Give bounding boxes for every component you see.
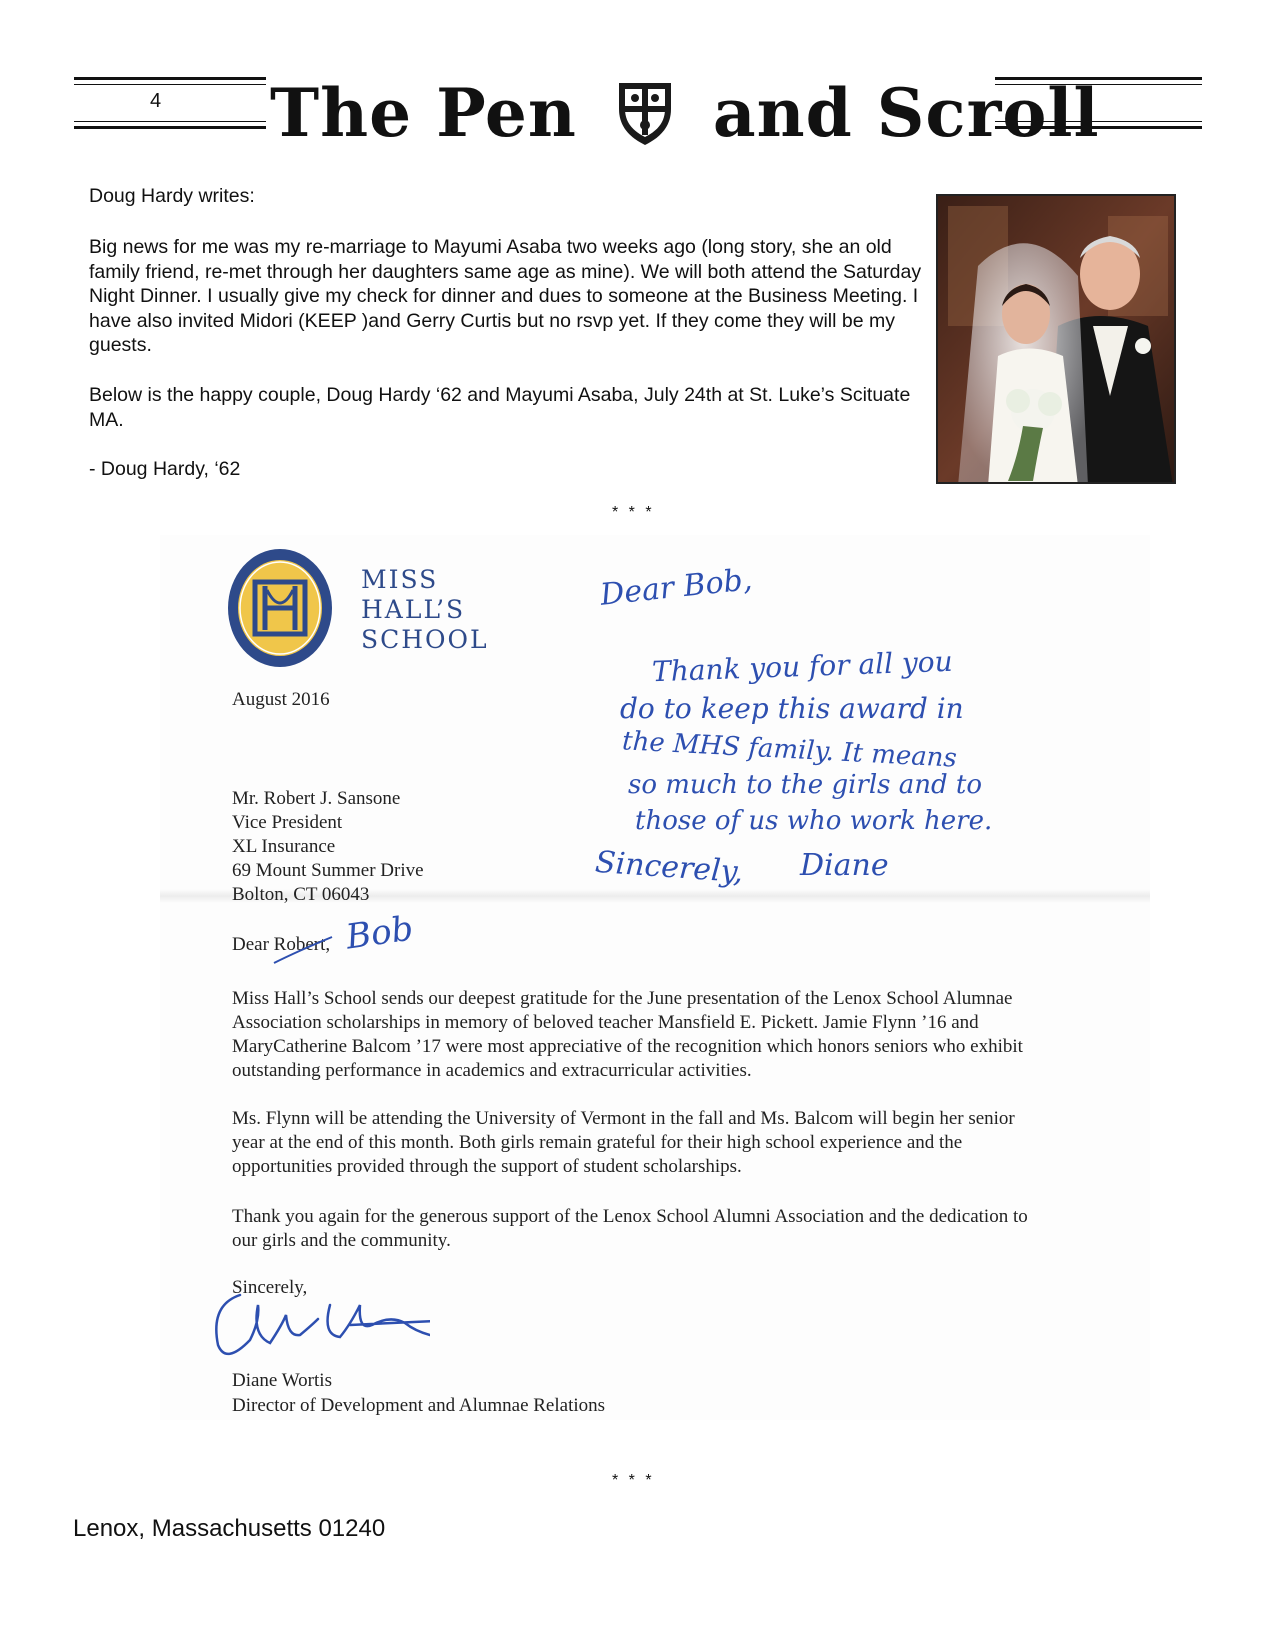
page-footer: Lenox, Massachusetts 01240 xyxy=(73,1515,386,1542)
wedding-photo xyxy=(936,194,1176,484)
handwritten-line: do to keep this award in xyxy=(620,692,964,725)
handwritten-line: Thank you for all you xyxy=(651,644,954,689)
letter-salutation: Dear Robert, xyxy=(232,934,331,955)
school-name-line: MISS xyxy=(361,565,439,594)
article-signoff: - Doug Hardy, ‘62 xyxy=(89,458,241,480)
address-line: Bolton, CT 06043 xyxy=(232,884,370,905)
handwritten-note xyxy=(593,562,1120,940)
handwritten-line: so much to the girls and to xyxy=(628,770,983,800)
letter-paragraph-2: Ms. Flynn will be attending the University of Vermont in the fall and Ms. Balcom will begin her senior year at the end of this month. Both girls remain grateful for their high school experience and the opportunities provided through the support of student scholarships. xyxy=(232,1108,1015,1177)
masthead-rules-right xyxy=(995,77,1202,129)
letter-paragraph-3: Thank you again for the generous support of the Lenox School Alumni Association and the dedication to our girls and the community. xyxy=(232,1206,1028,1251)
article-paragraph-1: Big news for me was my re-marriage to Mayumi Asaba two weeks ago (long story, she an old family friend, re-met through her daughters same age as mine). We will both attend the Saturday Night Dinner. I usually give my check for dinner and dues to someone at the Business Meeting. I have also invited Midori (KEEP )and Gerry Curtis but no rsvp yet. If they come they will be my guests. xyxy=(89,236,922,356)
letter-closing: Sincerely, xyxy=(232,1277,308,1298)
section-separator: * * * xyxy=(612,1472,655,1489)
school-seal-icon xyxy=(225,546,335,670)
masthead-rules-left xyxy=(74,77,266,129)
masthead-title-right: and Scroll xyxy=(712,74,1100,152)
page-number: 4 xyxy=(150,90,162,112)
handwritten-line: the MHS family. It means xyxy=(621,726,958,774)
handwritten-line: Dear Bob, xyxy=(598,562,754,613)
address-line: Vice President xyxy=(232,812,343,833)
address-line: Mr. Robert J. Sansone xyxy=(232,788,401,809)
section-separator: * * * xyxy=(612,504,655,521)
school-name-line: SCHOOL xyxy=(361,625,489,654)
signer-name: Diane Wortis xyxy=(232,1370,332,1391)
masthead-title-left: The Pen xyxy=(270,74,577,152)
school-name-line: HALL’S xyxy=(361,595,466,624)
crest-icon xyxy=(615,79,675,147)
letter-date: August 2016 xyxy=(232,689,330,710)
address-line: 69 Mount Summer Drive xyxy=(232,860,424,881)
letter-paragraph-1: Miss Hall’s School sends our deepest gratitude for the June presentation of the Lenox School Alumnae Association scholarships in memory of beloved teacher Mansfield E. Pickett. Jamie Flynn ’16 and MaryCatherine Balcom ’17 were most appreciative of the recognition which honors seniors who exhibit outstanding performance in academics and extracurricular activities. xyxy=(232,988,1023,1081)
handwritten-name: Bob xyxy=(343,908,416,958)
scanned-letter xyxy=(160,535,1150,1420)
handwritten-strikethrough xyxy=(268,933,338,967)
handwritten-line: those of us who work here. xyxy=(635,806,993,836)
wedding-photo-illustration xyxy=(938,196,1176,484)
masthead-title xyxy=(270,62,1100,152)
recipient-address xyxy=(232,787,424,907)
address-line: XL Insurance xyxy=(232,836,336,857)
signer-title: Director of Development and Alumnae Relations xyxy=(232,1395,606,1416)
signature-image xyxy=(200,1265,430,1375)
article-paragraph-2: Below is the happy couple, Doug Hardy ‘62 and Mayumi Asaba, July 24th at St. Luke’s Scituate MA. xyxy=(89,384,911,431)
school-name xyxy=(361,565,489,655)
handwritten-line: Diane xyxy=(800,848,889,883)
handwritten-line: Sincerely, xyxy=(593,844,745,891)
article-intro: Doug Hardy writes: xyxy=(89,185,255,207)
